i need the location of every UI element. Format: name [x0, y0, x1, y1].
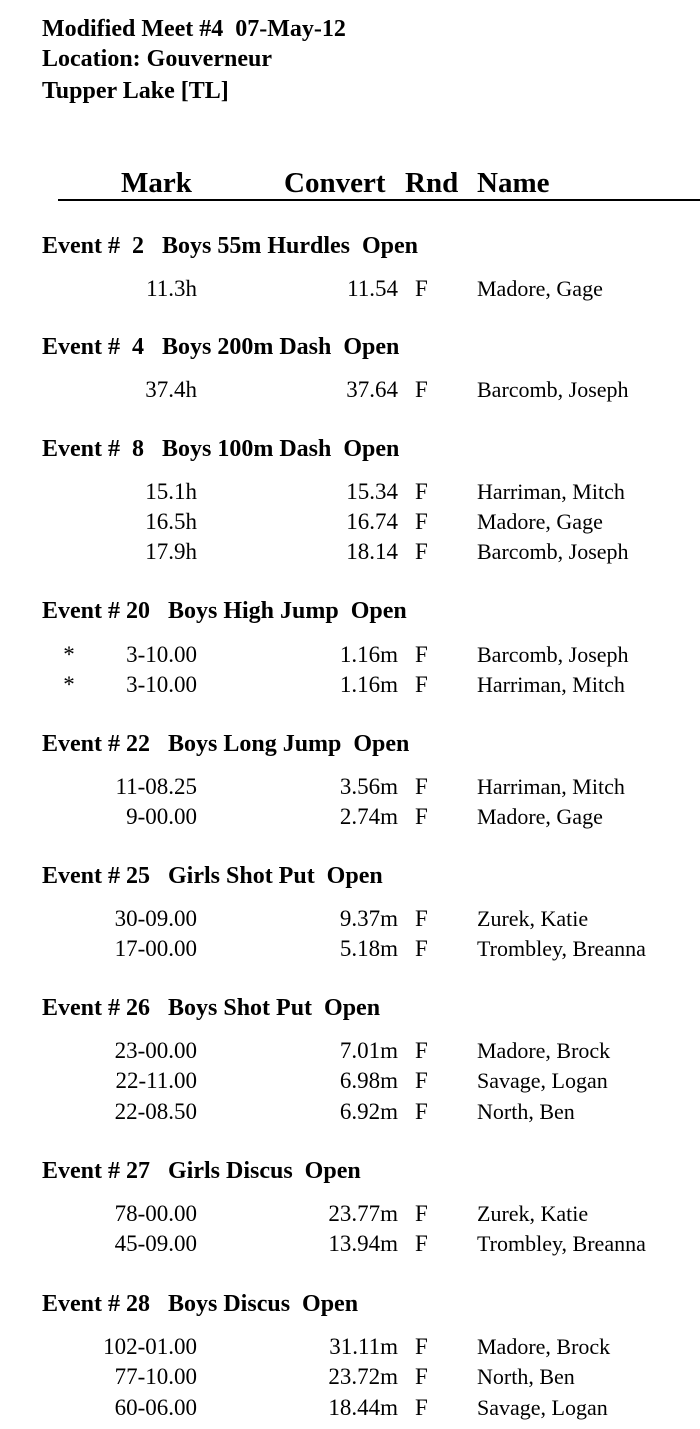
result-mark: 9-00.00: [126, 804, 197, 829]
event-title: Event # 20 Boys High Jump Open: [42, 598, 407, 624]
result-convert: 1.16m: [339, 642, 398, 667]
result-convert: 23.77m: [328, 1201, 398, 1226]
result-mark: 11-08.25: [115, 774, 197, 799]
team-name: Tupper Lake [TL]: [42, 78, 229, 104]
result-round: F: [415, 672, 428, 697]
meet-title: Modified Meet #4 07-May-12: [42, 16, 346, 42]
result-row: [0, 1229, 700, 1259]
result-convert: 13.94m: [328, 1231, 398, 1256]
result-mark: 3-10.00: [126, 672, 197, 697]
result-row: [0, 375, 700, 405]
result-round: F: [415, 1201, 428, 1226]
column-header-name: Name: [477, 167, 550, 199]
result-convert: 2.74m: [339, 804, 398, 829]
column-header-rnd: Rnd: [405, 167, 459, 199]
result-round: F: [415, 1099, 428, 1124]
result-mark: 11.3h: [146, 276, 197, 301]
result-round: F: [415, 936, 428, 961]
result-mark: 60-06.00: [114, 1395, 197, 1420]
result-row: [0, 802, 700, 832]
result-row: [0, 507, 700, 537]
result-convert: 5.18m: [339, 936, 398, 961]
athlete-name: North, Ben: [477, 1099, 575, 1124]
result-row: [0, 1362, 700, 1392]
athlete-name: Madore, Gage: [477, 276, 603, 301]
result-mark: 77-10.00: [114, 1364, 197, 1389]
result-row: [0, 1066, 700, 1096]
result-convert: 37.64: [346, 377, 398, 402]
result-convert: 16.74: [346, 509, 398, 534]
result-round: F: [415, 774, 428, 799]
athlete-name: Barcomb, Joseph: [477, 377, 629, 402]
result-row: [0, 274, 700, 304]
result-row: [0, 772, 700, 802]
result-mark: 78-00.00: [114, 1201, 197, 1226]
result-row: [0, 1036, 700, 1066]
meet-location: Location: Gouverneur: [42, 46, 272, 72]
result-mark: 102-01.00: [103, 1334, 197, 1359]
result-mark: 17-00.00: [114, 936, 197, 961]
result-row: [0, 904, 700, 934]
result-row: [0, 640, 700, 670]
result-convert: 31.11m: [329, 1334, 398, 1359]
result-round: F: [415, 1068, 428, 1093]
event-title: Event # 25 Girls Shot Put Open: [42, 863, 383, 889]
event-title: Event # 22 Boys Long Jump Open: [42, 731, 410, 757]
result-convert: 15.34: [346, 479, 398, 504]
result-convert: 18.44m: [328, 1395, 398, 1420]
result-convert: 18.14: [346, 539, 398, 564]
result-convert: 1.16m: [339, 672, 398, 697]
result-convert: 7.01m: [339, 1038, 398, 1063]
result-round: F: [415, 1231, 428, 1256]
athlete-name: Barcomb, Joseph: [477, 642, 629, 667]
athlete-name: North, Ben: [477, 1364, 575, 1389]
result-round: F: [415, 1364, 428, 1389]
event-title: Event # 2 Boys 55m Hurdles Open: [42, 233, 419, 259]
athlete-name: Harriman, Mitch: [477, 479, 625, 504]
result-convert: 6.98m: [339, 1068, 398, 1093]
event-title: Event # 8 Boys 100m Dash Open: [42, 436, 400, 462]
header-divider: [58, 199, 700, 201]
athlete-name: Harriman, Mitch: [477, 774, 625, 799]
result-mark: 3-10.00: [126, 642, 197, 667]
result-mark: 22-11.00: [115, 1068, 197, 1093]
result-row: [0, 477, 700, 507]
tie-marker: *: [63, 642, 75, 667]
result-row: [0, 1332, 700, 1362]
result-convert: 9.37m: [339, 906, 398, 931]
event-title: Event # 27 Girls Discus Open: [42, 1158, 361, 1184]
result-mark: 37.4h: [145, 377, 197, 402]
athlete-name: Savage, Logan: [477, 1395, 608, 1420]
athlete-name: Madore, Brock: [477, 1334, 611, 1359]
result-row: [0, 1393, 700, 1423]
column-header-mark: Mark: [121, 167, 192, 199]
result-round: F: [415, 1395, 428, 1420]
athlete-name: Madore, Gage: [477, 804, 603, 829]
event-title: Event # 28 Boys Discus Open: [42, 1291, 359, 1317]
result-mark: 23-00.00: [114, 1038, 197, 1063]
athlete-name: Trombley, Breanna: [477, 1231, 646, 1256]
result-row: [0, 537, 700, 567]
result-convert: 3.56m: [339, 774, 398, 799]
result-round: F: [415, 377, 428, 402]
athlete-name: Savage, Logan: [477, 1068, 608, 1093]
result-convert: 23.72m: [328, 1364, 398, 1389]
result-round: F: [415, 276, 428, 301]
result-row: [0, 934, 700, 964]
result-mark: 22-08.50: [114, 1099, 197, 1124]
column-header-convert: Convert: [284, 167, 386, 199]
result-row: [0, 1097, 700, 1127]
athlete-name: Zurek, Katie: [477, 906, 589, 931]
result-row: [0, 1199, 700, 1229]
event-title: Event # 26 Boys Shot Put Open: [42, 995, 381, 1021]
result-round: F: [415, 1038, 428, 1063]
event-title: Event # 4 Boys 200m Dash Open: [42, 334, 400, 360]
result-row: [0, 670, 700, 700]
athlete-name: Madore, Gage: [477, 509, 603, 534]
result-mark: 16.5h: [145, 509, 197, 534]
result-round: F: [415, 906, 428, 931]
athlete-name: Barcomb, Joseph: [477, 539, 629, 564]
athlete-name: Madore, Brock: [477, 1038, 611, 1063]
result-round: F: [415, 804, 428, 829]
tie-marker: *: [63, 672, 75, 697]
result-mark: 45-09.00: [114, 1231, 197, 1256]
result-round: F: [415, 479, 428, 504]
result-mark: 17.9h: [145, 539, 197, 564]
result-convert: 6.92m: [339, 1099, 398, 1124]
result-round: F: [415, 1334, 428, 1359]
result-mark: 15.1h: [145, 479, 197, 504]
athlete-name: Zurek, Katie: [477, 1201, 589, 1226]
result-round: F: [415, 509, 428, 534]
result-round: F: [415, 539, 428, 564]
result-round: F: [415, 642, 428, 667]
result-mark: 30-09.00: [114, 906, 197, 931]
athlete-name: Trombley, Breanna: [477, 936, 646, 961]
athlete-name: Harriman, Mitch: [477, 672, 625, 697]
result-convert: 11.54: [347, 276, 398, 301]
